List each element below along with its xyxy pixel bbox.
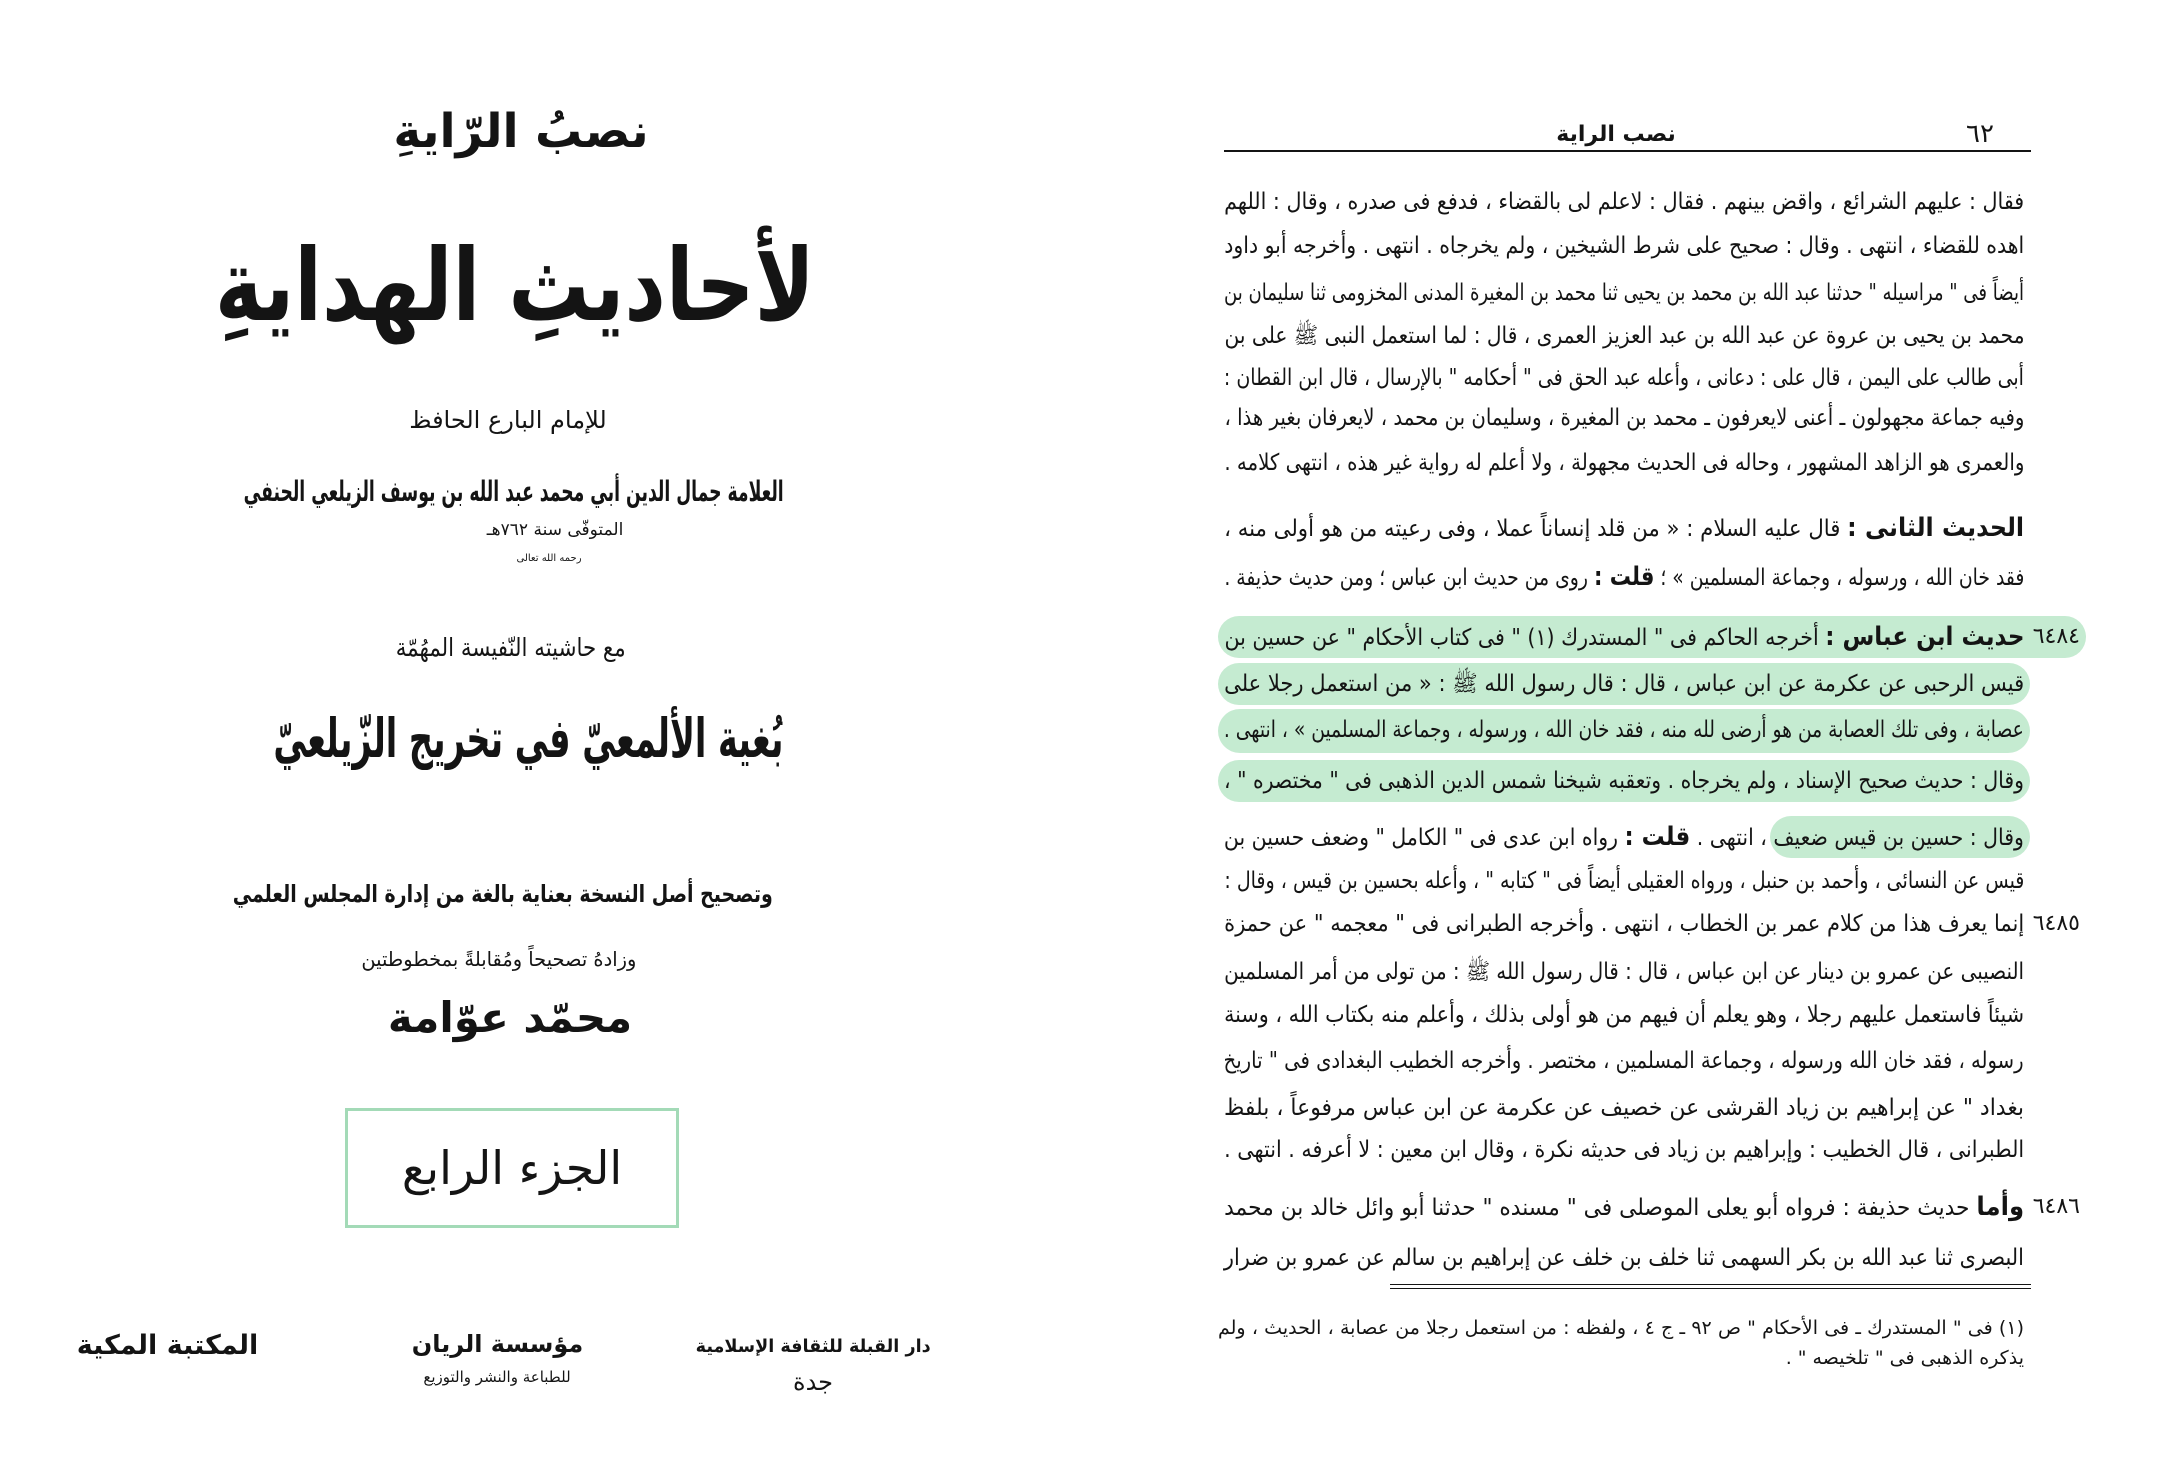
blessing-phrase-text: رحمه الله تعالى (516, 552, 582, 564)
book-title-top (391, 96, 651, 166)
body-text-run: اهده للقضاء ، انتهى . وقال : صحيح على شرط الشيخين ، ولم يخرجاه . انتهى . وأخرجه أبو داود (1224, 233, 2024, 259)
editor-name (385, 985, 635, 1049)
text-line-content (1224, 271, 2024, 315)
body-text-run: فقال : عليهم الشرائع ، واقض بينهم . فقال : لاعلم لى بالقضاء ، فدفع فى صدره ، وقال : اللهم (1224, 189, 2024, 215)
text-line (1224, 815, 2024, 859)
text-line-content (1224, 950, 2024, 994)
text-line-content (1224, 441, 2024, 485)
publisher-alrayyan-tagline-text: للطباعة والنشر والتوزيع (423, 1368, 571, 1386)
text-line-content (1224, 1185, 2024, 1230)
body-text-run: محمد بن يحيى بن عروة عن عبد الله بن عبد العزيز العمرى ، قال : لما استعمل النبى ﷺ على بن (1224, 323, 2024, 349)
footnote-separator (1390, 1284, 2031, 1289)
text-line-content (1224, 224, 2024, 268)
text-line-content (1224, 815, 2024, 860)
text-line-content (1224, 314, 2024, 358)
publisher-dar-alqibla-name: دار القبلة للثقافة الإسلامية (695, 1335, 931, 1357)
body-text (1100, 0, 2181, 1484)
body-text-run: وفيه جماعة مجهولون ـ أعنى لايعرفون ـ محمد بن المغيرة ، وسليمان بن محمد ، لايعرفان بغير هذا ، (1224, 405, 2024, 431)
body-text-run: رواه ابن عدى فى " الكامل " وضعف حسين بن (1223, 825, 1625, 851)
body-text-run: أيضاً فى " مراسيله " حدثنا عبد الله بن محمد بن يحيى ثنا محمد بن المغيرة المدنى المخزومى ثنا سليمان بن (1223, 280, 2024, 306)
text-line (1224, 759, 2024, 803)
author-intro (408, 400, 608, 440)
body-text-run: النصيبى عن عمرو بن دينار عن ابن عباس ، قال : قال رسول الله ﷺ : من تولى من أمر المسلمين (1224, 959, 2024, 985)
text-line-content (1224, 555, 2024, 600)
blessing-phrase (514, 548, 584, 568)
author-intro-text: للإمام البارع الحافظ (409, 406, 607, 434)
text-line (1224, 441, 2024, 485)
text-line-content (1224, 356, 2024, 400)
text-line (1224, 314, 2024, 358)
body-text-run: شيئاً فاستعمل عليهم رجلا ، وهو يعلم أن فيهم من هو أولى بذلك ، وأعلم منه بكتاب الله ، وسنة (1224, 1002, 2024, 1028)
text-line (1224, 506, 2024, 550)
hadith-number: ٦٤٨٤ (2032, 624, 2080, 649)
text-line (1224, 1039, 2024, 1083)
edition-note-2-text: وزادهُ تصحيحاً ومُقابلةً بمخطوطتين (360, 947, 636, 971)
text-line-content (1224, 1039, 2024, 1083)
body-text-run: روى من حديث ابن عباس ؛ ومن حديث حذيفة . (1223, 565, 1594, 591)
text-line (1224, 1185, 2024, 1229)
text-line-content (1224, 615, 2024, 660)
edition-note-1 (233, 868, 773, 920)
body-text-run: إنما يعرف هذا من كلام عمر بن الخطاب ، انتهى . وأخرجه الطبرانى فى " معجمه " عن حمزة (1223, 911, 2024, 937)
body-text-run: الطبرانى ، قال الخطيب : وإبراهيم بن زياد فى حديثه نكرة ، وقال ابن معين : لا أعرفه . انتهى . (1224, 1137, 2024, 1163)
body-text-run: بغداد " عن إبراهيم بن زياد القرشى عن خصيف عن عكرمة عن ابن عباس مرفوعاً ، بلفظ (1224, 1095, 2024, 1121)
body-text-run: أخرجه الحاكم فى " المستدرك (١) " فى كتاب الأحكام " عن حسين بن (1223, 625, 1825, 651)
text-line (1224, 555, 2024, 599)
text-line (1224, 271, 2024, 315)
book-title-top-text: نصبُ الرّايةِ (393, 103, 649, 159)
page-number-text: ٦٢ (1966, 119, 1994, 149)
text-line (1224, 180, 2024, 224)
publisher-almaktaba-almakkiya-name: المكتبة المكية (76, 1329, 259, 1361)
body-text-run: رسوله ، فقد خان الله ورسوله ، وجماعة المسلمين ، مختصر . وأخرجه الخطيب البغدادى فى " تاريخ (1223, 1048, 2024, 1074)
title-page (0, 0, 1090, 1484)
body-text-run: قيس الرحبى عن عكرمة عن ابن عباس ، قال : قال رسول الله ﷺ : « من استعمل رجلا على (1223, 671, 2024, 697)
publisher-alrayyan-tagline (422, 1364, 572, 1390)
text-page (1100, 0, 2181, 1484)
commentary-intro-text: مع حاشيته النّفيسة المهُمّة (395, 632, 626, 662)
text-line (1224, 356, 2024, 400)
text-line-content (1224, 859, 2024, 903)
death-date-text: المتوفّى سنة ٧٦٢هـ (486, 520, 624, 540)
text-line (1224, 1086, 2024, 1130)
body-text-run: أبى طالب على اليمن ، قال على : دعانى ، وأعله عبد الحق فى " أحكامه " بالإرسال ، قال ابن القطان : (1223, 365, 2024, 391)
publisher-dar-alqibla-city-text: جدة (793, 1368, 834, 1396)
text-line-content (1224, 1086, 2024, 1130)
body-text-run: قيس عن النسائى ، وأحمد بن حنبل ، ورواه العقيلى أيضاً فى " كتابه " ، وأعله بحسين بن قيس ، وقال : (1223, 868, 2024, 894)
edition-note-1-text: وتصحيح أصل النسخة بعناية بالغة من إدارة المجلس العلمي (232, 880, 773, 908)
editor-name-text: محمّد عوّامة (387, 992, 633, 1042)
text-line (1224, 1128, 2024, 1172)
volume-box (345, 1108, 679, 1228)
book-title-main (215, 200, 815, 370)
publisher-dar-alqibla-city (783, 1366, 843, 1398)
hadith-number: ٦٤٨٦ (2032, 1194, 2080, 1219)
footnote-text: (١) فى " المستدرك ـ فى الأحكام " ص ٩٢ ـ ج ٤ ، ولفظه : من استعمل رجلا من عصابة ، الحديث ، ولم (1218, 1317, 2024, 1339)
text-line (1224, 993, 2024, 1037)
body-text-run: وقال : حديث صحيح الإسناد ، ولم يخرجاه . وتعقبه شيخنا شمس الدين الذهبى فى " مختصره " ، (1224, 768, 2024, 794)
book-title-main-text: لأحاديثِ الهدايةِ (215, 226, 815, 344)
text-line-content (1224, 1236, 2024, 1280)
text-line (1224, 708, 2024, 752)
commentary-intro (396, 622, 626, 672)
text-line-content (1224, 506, 2024, 551)
text-line (1224, 224, 2024, 268)
author-name-text: العلامة جمال الدين أبي محمد عبد الله بن يوسف الزيلعي الحنفي (243, 474, 784, 508)
author-name (244, 463, 784, 519)
body-text-run: البصرى ثنا عبد الله بن بكر السهمى ثنا خلف بن خلف عن إبراهيم بن سالم عن عمرو بن ضرار (1223, 1245, 2024, 1271)
text-line-content (1224, 180, 2024, 224)
bold-lead-text: قلت : (1624, 822, 1691, 852)
hadith-number: ٦٤٨٥ (2032, 911, 2080, 936)
commentary-title-text: بُغية الألمعيّ في تخريج الزّيلعيّ (273, 706, 783, 770)
footnote-line (1218, 1343, 2024, 1373)
volume-label: الجزء الرابع (401, 1141, 623, 1195)
text-line-content (1224, 1128, 2024, 1172)
footnote-line (1218, 1313, 2024, 1343)
text-line-content (1224, 396, 2024, 440)
text-line (1224, 662, 2024, 706)
text-line (1224, 902, 2024, 946)
text-line (1224, 859, 2024, 903)
text-line (1224, 1236, 2024, 1280)
body-text-run: قال عليه السلام : « من قلد إنساناً عملا ، وفى رعيته من هو أولى منه ، (1224, 516, 1848, 542)
text-line (1224, 950, 2024, 994)
body-text-run: عصابة ، وفى تلك العصابة من هو أرضى لله منه ، فقد خان الله ، ورسوله ، وجماعة المسلمين » ، انتهى . (1224, 717, 2024, 743)
text-line-content (1224, 759, 2024, 803)
text-line-content (1224, 708, 2024, 752)
text-line-content (1224, 662, 2024, 706)
text-line-content (1224, 993, 2024, 1037)
text-line (1224, 396, 2024, 440)
death-date (485, 512, 625, 548)
publisher-alrayyan-name: مؤسسة الريان (411, 1330, 584, 1358)
publisher-almaktaba-almakkiya (75, 1322, 260, 1368)
commentary-title (273, 690, 783, 786)
bold-lead-text: وأما (1976, 1192, 2024, 1222)
running-head-text: نصب الراية (1556, 121, 1676, 147)
publisher-alrayyan (410, 1322, 585, 1366)
text-line (1224, 615, 2024, 659)
body-text-run: وقال : حسين بن قيس ضعيف ، انتهى . (1690, 825, 2024, 851)
body-text-run: والعمرى هو الزاهد المشهور ، وحاله فى الحديث مجهولة ، ولا أعلم له رواية غير هذه ، انتهى كلامه . (1223, 450, 2024, 476)
bold-lead-text: الحديث الثانى : (1847, 513, 2024, 543)
footnote-text: يذكره الذهبى فى " تلخيصه " . (1785, 1347, 2024, 1369)
publisher-dar-alqibla (696, 1326, 931, 1366)
text-line-content (1224, 902, 2024, 946)
edition-note-2 (361, 937, 636, 981)
body-text-run: حديث حذيفة : فرواه أبو يعلى الموصلى فى " مسنده " حدثنا أبو وائل خالد بن محمد (1224, 1195, 1977, 1221)
bold-lead-text: حديث ابن عباس : (1824, 622, 2024, 652)
bold-lead-text: قلت : (1593, 562, 1655, 592)
body-text-run: فقد خان الله ، ورسوله ، وجماعة المسلمين » ؛ (1654, 565, 2024, 591)
